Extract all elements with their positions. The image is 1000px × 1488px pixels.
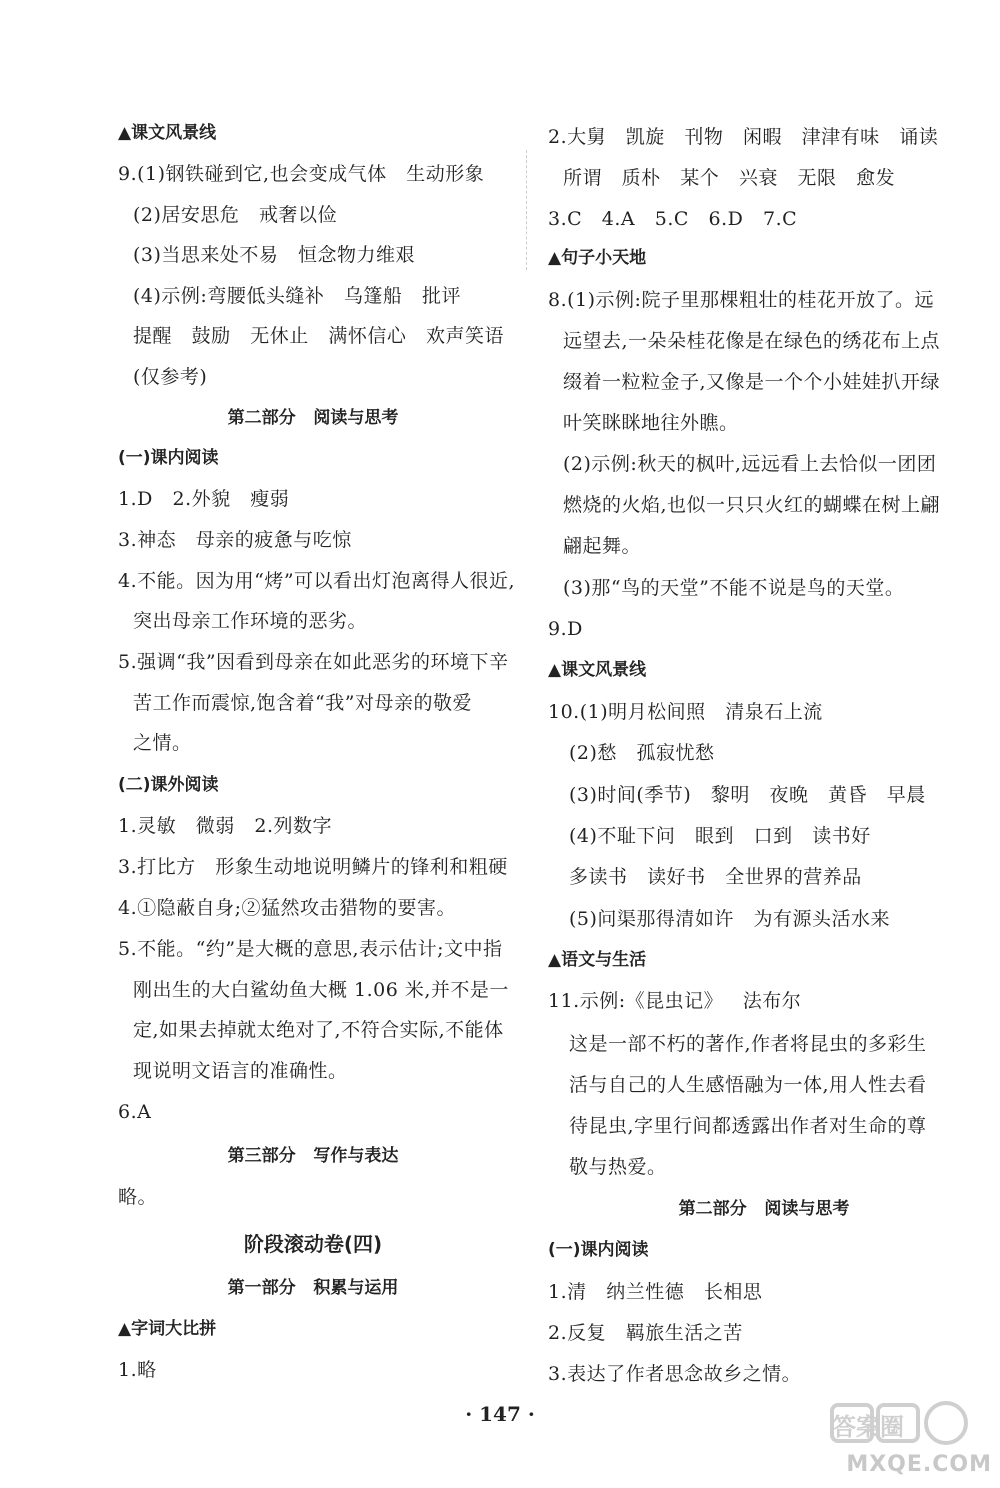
- answer-line: (2)示例:秋天的枫叶,远远看上去恰似一团团: [563, 453, 937, 475]
- subsection-heading: (一)课内阅读: [118, 448, 219, 468]
- answer-line: 苦工作而震惊,饱含着“我”对母亲的敬爱: [133, 692, 472, 714]
- answer-line: 远望去,一朵朵桂花像是在绿色的绣花布上点: [563, 330, 941, 352]
- answer-line: 燃烧的火焰,也似一只只火红的蝴蝶在树上翩: [563, 494, 941, 516]
- answer-line: 多读书 读好书 全世界的营养品: [569, 866, 862, 888]
- subsection-heading: (二)课外阅读: [118, 775, 219, 795]
- answer-line: (3)时间(季节) 黎明 夜晚 黄昏 早晨: [569, 784, 926, 806]
- answer-line: 叶笑眯眯地往外瞧。: [563, 412, 739, 434]
- answer-line: 1.略: [118, 1359, 157, 1381]
- answer-line: 1.灵敏 微弱 2.列数字: [118, 815, 332, 837]
- answer-line: 1.D 2.外貌 瘦弱: [118, 488, 290, 510]
- answer-line: 提醒 鼓励 无休止 满怀信心 欢声笑语: [133, 325, 504, 347]
- answer-line: 5.强调“我”因看到母亲在如此恶劣的环境下辛: [118, 651, 509, 673]
- part-title: 第二部分 阅读与思考: [227, 408, 399, 428]
- page-number: · 147 ·: [465, 1402, 535, 1426]
- answer-line: 待昆虫,字里行间都透露出作者对生命的尊: [569, 1115, 927, 1137]
- answer-line: (仅参考): [133, 366, 208, 388]
- answer-line: (2)愁 孤寂忧愁: [569, 742, 715, 764]
- answer-line: 定,如果去掉就太绝对了,不符合实际,不能体: [133, 1019, 504, 1041]
- part-title: 第一部分 积累与运用: [227, 1278, 399, 1298]
- answer-line: 3.打比方 形象生动地说明鳞片的锋利和粗硬: [118, 856, 508, 878]
- answer-line: (4)不耻下问 眼到 口到 读书好: [569, 825, 871, 847]
- answer-line: (2)居安思危 戒奢以俭: [133, 204, 338, 226]
- watermark-text: MXQE.COM: [846, 1452, 992, 1477]
- part-title: 第二部分 阅读与思考: [678, 1199, 850, 1219]
- answer-line: 活与自己的人生感悟融为一体,用人性去看: [569, 1074, 927, 1096]
- answer-line: 6.A: [118, 1101, 152, 1123]
- column-divider: [526, 150, 527, 270]
- answer-line: 敬与热爱。: [569, 1156, 667, 1178]
- answer-line: 5.不能。“约”是大概的意思,表示估计;文中指: [118, 938, 503, 960]
- answer-line: 略。: [118, 1186, 158, 1208]
- answer-line: 11.示例:《昆虫记》 法布尔: [548, 990, 802, 1012]
- answer-line: 2.大舅 凯旋 刊物 闲暇 津津有味 诵读: [548, 126, 939, 148]
- answer-line: 这是一部不朽的著作,作者将昆虫的多彩生: [569, 1033, 927, 1055]
- section-heading: ▲字词大比拼: [118, 1319, 217, 1339]
- section-heading: ▲句子小天地: [548, 248, 647, 268]
- section-heading: ▲语文与生活: [548, 950, 647, 970]
- answer-line: 3.神态 母亲的疲惫与吃惊: [118, 529, 352, 551]
- answer-line: 现说明文语言的准确性。: [133, 1060, 348, 1082]
- subsection-heading: (一)课内阅读: [548, 1240, 649, 1260]
- answer-line: 9.D: [548, 618, 583, 640]
- answer-line: 3.表达了作者思念故乡之情。: [548, 1363, 802, 1385]
- answer-line: 突出母亲工作环境的恶劣。: [133, 610, 368, 632]
- answer-line: 1.清 纳兰性德 长相思: [548, 1281, 763, 1303]
- answer-line: (3)那“鸟的天堂”不能不说是鸟的天堂。: [563, 577, 905, 599]
- answer-line: 4.①隐蔽自身;②猛然攻击猎物的要害。: [118, 897, 457, 919]
- answer-line: 8.(1)示例:院子里那棵粗壮的桂花开放了。远: [548, 289, 934, 311]
- answer-line: (5)问渠那得清如许 为有源头活水来: [569, 908, 891, 930]
- answer-line: 翩起舞。: [563, 535, 642, 557]
- svg-text:答案圈: 答案圈: [832, 1413, 904, 1441]
- answer-line: (4)示例:弯腰低头缝补 乌篷船 批评: [133, 285, 462, 307]
- answer-line: 缀着一粒粒金子,又像是一个个小娃娃扒开绿: [563, 371, 941, 393]
- stage-title: 阶段滚动卷(四): [243, 1232, 383, 1256]
- answer-line: 所谓 质朴 某个 兴衰 无限 愈发: [563, 167, 896, 189]
- answer-line: 3.C 4.A 5.C 6.D 7.C: [548, 208, 798, 230]
- part-title: 第三部分 写作与表达: [227, 1146, 399, 1166]
- answer-line: 刚出生的大白鲨幼鱼大概 1.06 米,并不是一: [133, 979, 509, 1001]
- answer-line: 之情。: [133, 732, 192, 754]
- answer-line: (3)当思来处不易 恒念物力维艰: [133, 244, 416, 266]
- answer-line: 9.(1)钢铁碰到它,也会变成气体 生动形象: [118, 163, 485, 185]
- answer-line: 4.不能。因为用“烤”可以看出灯泡离得人很近,: [118, 570, 516, 592]
- section-heading: ▲课文风景线: [118, 123, 217, 143]
- answer-line: 10.(1)明月松间照 清泉石上流: [548, 701, 823, 723]
- answer-line: 2.反复 羁旅生活之苦: [548, 1322, 743, 1344]
- section-heading: ▲课文风景线: [548, 660, 647, 680]
